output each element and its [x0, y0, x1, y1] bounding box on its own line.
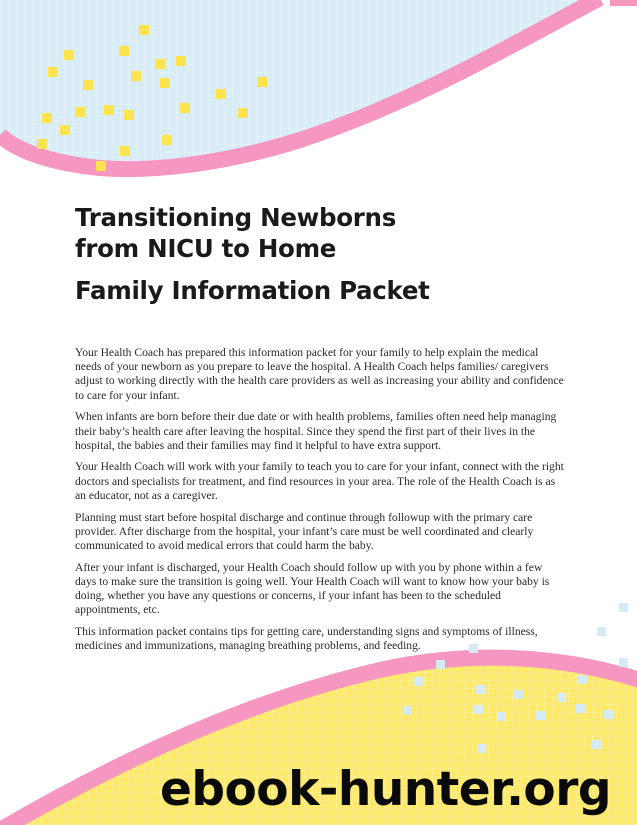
- paragraph: Your Health Coach will work with your family to teach you to care for your infant, connect with the right doctors and specialists for treatment, and find resources in your area. The role of the Health Coach is as an educator, not as a caregiver.: [75, 460, 564, 502]
- body-text: [75, 346, 565, 661]
- title-block: [75, 202, 595, 306]
- paragraph: This information packet contains tips for getting care, understanding signs and symptoms of illness, medicines and immunizations, managing breathing problems, and feeding.: [75, 624, 538, 653]
- document-subtitle: Family Information Packet: [75, 276, 430, 305]
- paragraph: Planning must start before hospital discharge and continue through followup with the primary care provider. After discharge from the hospital, your infant’s care must be well coordinated and clearly communicated to avoid medical errors that could harm the baby.: [75, 510, 534, 552]
- title-line-2: from NICU to Home: [75, 234, 337, 263]
- top-blue-wave: [0, 0, 637, 169]
- paragraph: Your Health Coach has prepared this information packet for your family to help explain the medical needs of your newborn as you prepare to leave the hospital. A Health Coach helps families/ caregivers adjust to working directly with the health care providers as well as increasing your ability and confidence to care for your infant.: [75, 346, 564, 402]
- watermark: ebook-hunter.org: [160, 762, 612, 817]
- title-line-1: Transitioning Newborns: [75, 203, 396, 232]
- paragraph: When infants are born before their due date or with health problems, families often need help managing their baby’s health care after leaving the hospital. Since they spend the first part of their lives in the hospital, the babies and their families may find it helpful to have extra support.: [75, 410, 557, 452]
- paragraph: After your infant is discharged, your Health Coach should follow up with you by phone within a few days to make sure the transition is going well. Your Health Coach will want to know how your baby is doing, whether you have any questions or concerns, if your infant has been to the scheduled appointments, etc.: [75, 560, 550, 617]
- document-title: [75, 202, 595, 264]
